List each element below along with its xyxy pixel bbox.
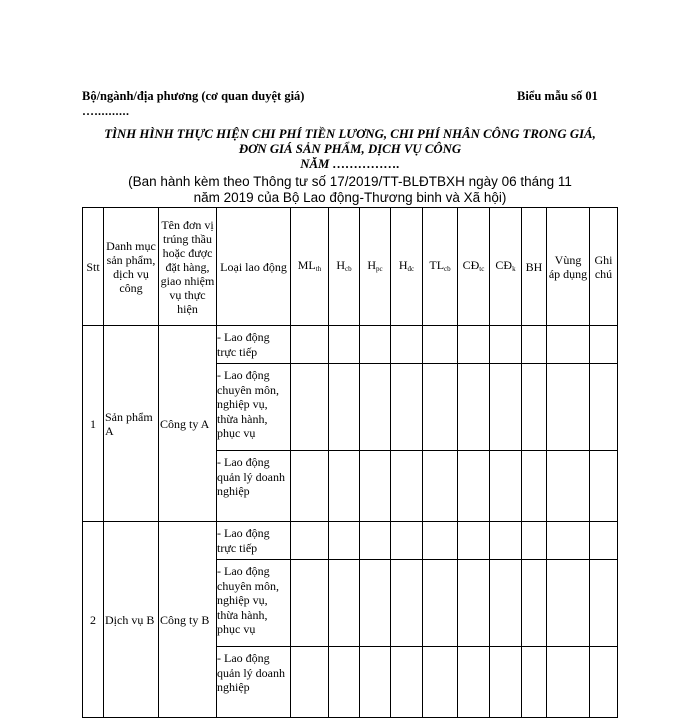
- subtitle-line-2: năm 2019 của Bộ Lao động-Thương binh và Xã hội): [193, 190, 507, 205]
- row-stt: 2: [83, 522, 104, 718]
- col-header-cdk: $CĐ_k$: [490, 208, 522, 326]
- labor-type-direct: - Lao động trực tiếp: [217, 522, 291, 560]
- col-header-hpc: $H_{pc}$: [360, 208, 391, 326]
- labor-cost-table: [82, 207, 618, 718]
- row-product: Dịch vụ B: [104, 522, 159, 718]
- title-line-2: ĐƠN GIÁ SẢN PHẨM, DỊCH VỤ CÔNG: [238, 142, 462, 156]
- title-line-1: TÌNH HÌNH THỰC HIỆN CHI PHÍ TIỀN LƯƠNG, CHI PHÍ NHÂN CÔNG TRONG GIÁ,: [104, 127, 596, 141]
- table-header-row: [83, 208, 618, 326]
- row-company: Công ty B: [159, 522, 217, 718]
- row-product: Sản phẩm A: [104, 326, 159, 522]
- col-header-tl: $TL_{cb}$: [423, 208, 458, 326]
- labor-type-professional: - Lao động chuyên môn, nghiệp vụ, thừa hành, phục vụ: [217, 560, 291, 647]
- labor-type-direct: - Lao động trực tiếp: [217, 326, 291, 364]
- col-header-contractor: Tên đơn vị trúng thầu hoặc được đặt hàng, giao nhiệm vụ thực hiện: [159, 208, 217, 326]
- col-header-hdc: $H_{đc}$: [391, 208, 423, 326]
- row-stt: 1: [83, 326, 104, 522]
- table-row: [83, 522, 618, 560]
- col-header-hcb: $H_{cb}$: [329, 208, 360, 326]
- title-line-3: NĂM …………….: [300, 157, 400, 171]
- col-header-region: Vùng áp dụng: [547, 208, 590, 326]
- col-header-stt: Stt: [83, 208, 104, 326]
- document-subtitle: [70, 174, 630, 206]
- col-header-ml: $ML_{th}$: [291, 208, 329, 326]
- labor-type-management: - Lao động quản lý doanh nghiệp: [217, 451, 291, 522]
- col-header-note: Ghi chú: [590, 208, 618, 326]
- col-header-cdtc: $CĐ_{tc}$: [458, 208, 490, 326]
- col-header-category: Danh mục sản phẩm, dịch vụ công: [104, 208, 159, 326]
- col-header-bh: BH: [522, 208, 547, 326]
- labor-type-professional: - Lao động chuyên môn, nghiệp vụ, thừa hành, phục vụ: [217, 364, 291, 451]
- form-number: Biểu mẫu số 01: [517, 89, 598, 103]
- row-company: Công ty A: [159, 326, 217, 522]
- document-title: [60, 127, 640, 172]
- subtitle-line-1: (Ban hành kèm theo Thông tư số 17/2019/TT-BLĐTBXH ngày 06 tháng 11: [128, 174, 572, 189]
- labor-type-management: - Lao động quản lý doanh nghiệp: [217, 647, 291, 718]
- col-header-labor-type: Loại lao động: [217, 208, 291, 326]
- agency-dots: …..........: [82, 104, 130, 118]
- table-row: [83, 326, 618, 364]
- agency-label: Bộ/ngành/địa phương (cơ quan duyệt giá): [82, 89, 305, 103]
